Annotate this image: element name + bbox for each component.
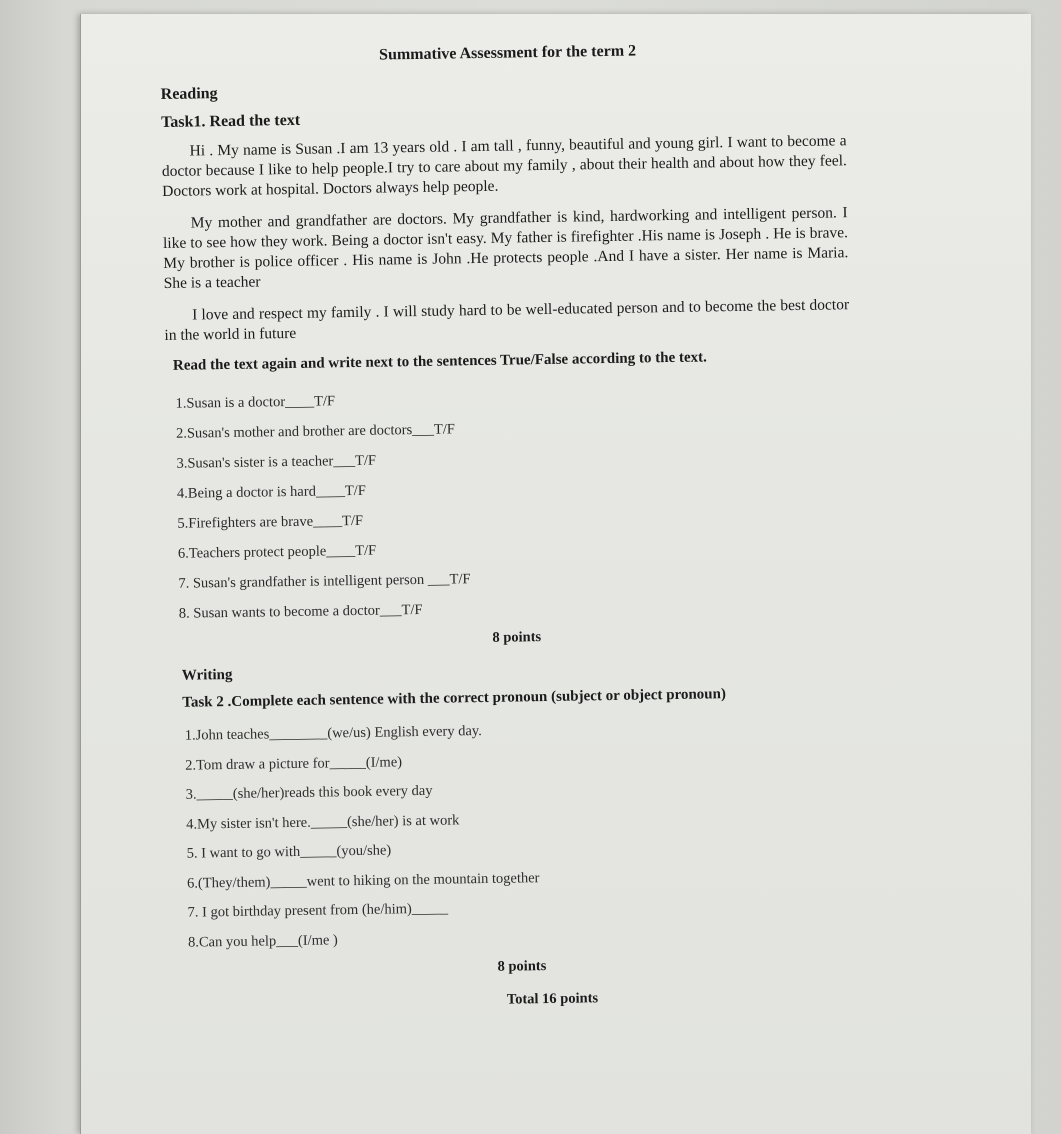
pronoun-item-8: 8.Can you help___(I/me ) — [187, 931, 338, 951]
true-false-list — [175, 378, 854, 629]
reading-paragraph-1: Hi . My name is Susan .I am 13 years old . I am tall , funny, beautiful and young girl. I want to become a doctor because I like to help people.I try to care about my family , about their health and about how they feel. Doctors work at hospital. Doctors always help people. — [161, 132, 847, 200]
pronoun-item-3: 3._____(she/her)reads this book every day — [185, 782, 433, 803]
pronoun-item-1: 1.John teaches________(we/us) English every day. — [184, 723, 482, 744]
pronoun-item-6: 6.(They/them)_____went to hiking on the mountain together — [186, 869, 540, 892]
total-points: Total 16 points — [506, 990, 599, 1008]
reading-points: 8 points — [492, 629, 542, 646]
reading-paragraph-3: I love and respect my family . I will study hard to be well-educated person and to become the best doctor in the world in future — [164, 296, 850, 344]
writing-points: 8 points — [497, 958, 547, 975]
tf-item-6: 6.Teachers protect people____T/F — [177, 542, 377, 562]
pronoun-item-7: 7. I got birthday present from (he/him)_____ — [187, 900, 449, 921]
pronoun-item-5: 5. I want to go with_____(you/she) — [186, 842, 392, 862]
assessment-document — [160, 39, 860, 1014]
tf-item-1: 1.Susan is a doctor____T/F — [175, 393, 336, 412]
pronoun-item-4: 4.My sister isn't here._____(she/her) is at work — [186, 811, 460, 833]
tf-item-7: 7. Susan's grandfather is intelligent person ___T/F — [178, 571, 471, 592]
pronoun-item-2: 2.Tom draw a picture for_____(I/me) — [185, 753, 403, 774]
document-title: Summative Assessment for the term 2 — [378, 42, 637, 64]
tf-item-3: 3.Susan's sister is a teacher___T/F — [176, 452, 377, 472]
task1-instruction: Read the text again and write next to the sentences True/False according to the text. — [172, 349, 707, 374]
reading-heading: Reading — [160, 85, 218, 103]
tf-item-5: 5.Firefighters are brave____T/F — [177, 512, 364, 532]
writing-heading: Writing — [181, 666, 233, 684]
tf-item-2: 2.Susan's mother and brother are doctors___T/F — [175, 421, 455, 442]
pronoun-list — [185, 711, 860, 958]
task1-heading: Task1. Read the text — [161, 111, 301, 131]
task2-instruction: Task 2 .Complete each sentence with the correct pronoun (subject or object pronoun) — [182, 686, 727, 711]
reading-paragraph-2: My mother and grandfather are doctors. My grandfather is kind, hardworking and intelligent person. I like to see how they work. Being a doctor isn't easy. My father is firefighter .His name is Joseph . He is brave. My brother is police officer . His name is John .He protects people .And I have a sister. Her name is Maria. She is a teacher — [162, 204, 849, 292]
tf-item-4: 4.Being a doctor is hard____T/F — [176, 482, 366, 502]
tf-item-8: 8. Susan wants to become a doctor___T/F — [178, 601, 423, 622]
